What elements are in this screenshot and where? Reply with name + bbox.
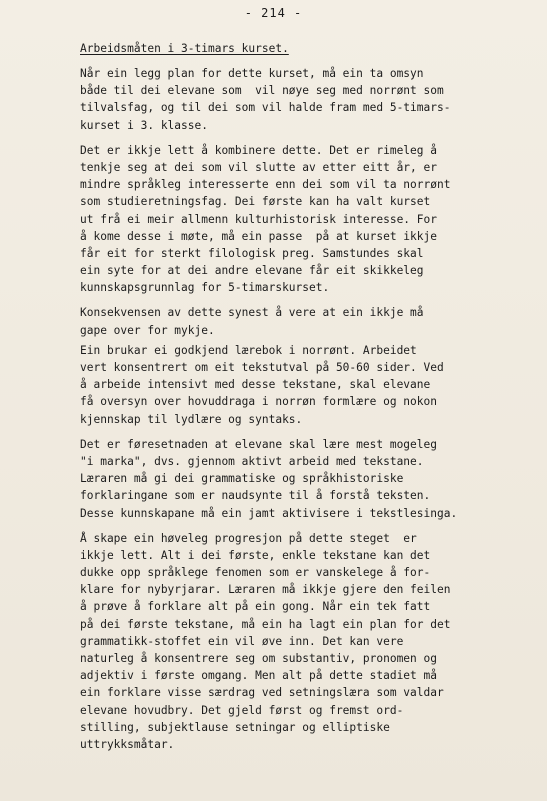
text-line: uttrykksmåtar. — [80, 737, 175, 751]
text-line: ein forklare visse særdrag ved setningslæra som valdar — [80, 686, 444, 700]
text-line: dukke opp språklege fenomen som er vanskelege å for- — [80, 566, 431, 580]
paragraph — [80, 436, 520, 522]
text-line: Å skape ein høveleg progresjon på dette steget er — [80, 531, 417, 545]
text-line: Ein brukar ei godkjend lærebok i norrønt. Arbeidet — [80, 343, 417, 357]
text-line: som studieretningsfag. Dei første kan ha valt kurset — [80, 195, 431, 209]
text-line: stilling, subjektlause setningar og elliptiske — [80, 720, 390, 734]
text-line: få oversyn over hovuddraga i norrøn formlære og nokon — [80, 395, 437, 409]
text-line: Det er ikkje lett å kombinere dette. Det er rimeleg å — [80, 143, 437, 157]
text-line: tilvalsfag, og til dei som vil halde fram med 5-timars- — [80, 101, 451, 115]
text-line: kurset i 3. klasse. — [80, 118, 208, 132]
text-line: får eit for sterkt filologisk preg. Samstundes skal — [80, 246, 424, 260]
text-line: vert konsentrert om eit tekstutval på 50-60 sider. Ved — [80, 361, 444, 374]
text-line: naturleg å konsentrere seg om substantiv, pronomen og — [80, 652, 437, 665]
text-line: å kome desse i møte, må ein passe på at kurset ikkje — [80, 229, 437, 243]
section-heading: Arbeidsmåten i 3-timars kurset. — [80, 42, 289, 55]
text-line: på dei første tekstane, må ein ha lagt ein plan for det — [80, 617, 451, 631]
text-line: grammatikk-stoffet ein vil øve inn. Det kan vere — [80, 634, 404, 648]
paragraph — [80, 342, 520, 428]
text-line: å arbeide intensivt med desse tekstane, skal elevane — [80, 378, 431, 392]
text-line: kunnskapsgrunnlag for 5-timarskurset. — [80, 281, 330, 295]
text-line: ein syte for at dei andre elevane får eit skikkeleg — [80, 264, 424, 278]
text-line: Når ein legg plan for dette kurset, må ein ta omsyn — [80, 67, 424, 80]
page-number: - 214 - — [244, 6, 303, 20]
text-line: "i marka", dvs. gjennom aktivt arbeid med tekstane. — [80, 454, 424, 468]
text-line: gape over for mykje. — [80, 323, 215, 337]
text-line: Det er føresetnaden at elevane skal lære mest mogeleg — [80, 437, 437, 451]
text-line: ut frå ei meir allmenn kulturhistorisk interesse. For — [80, 212, 437, 226]
paragraph — [80, 65, 520, 134]
paragraph — [80, 142, 520, 297]
text-line: forklaringane som er naudsynte til å forstå teksten. — [80, 489, 431, 503]
text-line: Læraren må gi dei grammatiske og språkhistoriske — [80, 472, 404, 486]
document-body — [80, 42, 520, 761]
text-line: tenkje seg at dei som vil slutte av etter eitt år, er — [80, 160, 437, 174]
text-line: Desse kunnskapane må ein jamt aktivisere i tekstlesinga. — [80, 506, 458, 520]
text-line: elevane hovudbry. Det gjeld først og fremst ord- — [80, 703, 404, 717]
paragraph — [80, 304, 520, 338]
paragraph — [80, 530, 520, 753]
text-line: både til dei elevane som vil nøye seg med norrønt som — [80, 84, 444, 98]
text-line: å prøve å forklare alt på ein gong. Når ein tek fatt — [80, 600, 431, 614]
text-line: Konsekvensen av dette synest å vere at ein ikkje må — [80, 306, 424, 320]
text-line: klare for nybyrjarar. Læraren må ikkje gjere den feilen — [80, 583, 451, 597]
text-line: ikkje lett. Alt i dei første, enkle tekstane kan det — [80, 548, 431, 562]
text-line: kjennskap til lydlære og syntaks. — [80, 412, 303, 426]
text-line: mindre språkleg interesserte enn dei som vil ta norrønt — [80, 178, 451, 192]
text-line: adjektiv i første omgang. Men alt på dette stadiet må — [80, 669, 437, 683]
